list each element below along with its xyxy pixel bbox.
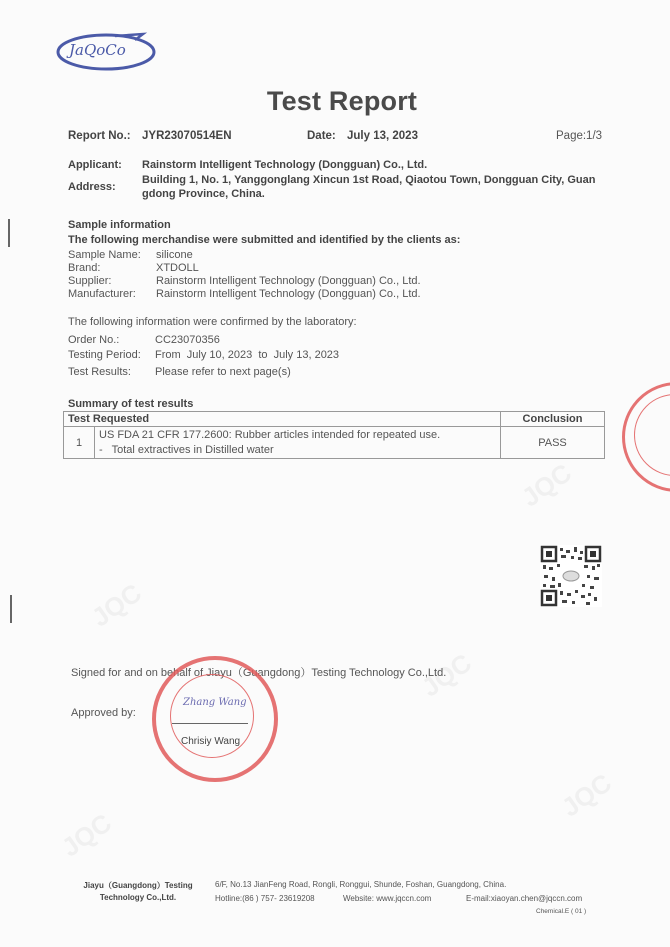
field-label: Supplier: (68, 275, 112, 287)
field-value: Rainstorm Intelligent Technology (Dongguan) Co., Ltd. (156, 288, 421, 300)
applicant-label: Applicant: (68, 159, 122, 171)
scan-mark (10, 595, 12, 623)
form-code: Chemical.E ( 01 ) (536, 908, 587, 915)
footer-hotline: Hotline:(86 ) 757- 23619208 (215, 894, 315, 903)
company-logo (55, 30, 157, 72)
page-title: Test Report (266, 86, 418, 116)
address-line-1: Building 1, No. 1, Yanggonglang Xincun 1st Road, Qiaotou Town, Dongguan City, Guan (142, 174, 596, 186)
summary-table (63, 411, 605, 459)
footer-company (78, 880, 198, 902)
logo-text: JaQoCo (69, 41, 126, 59)
watermark: JQC (85, 577, 147, 633)
address-label: Address: (68, 181, 116, 193)
sample-field (68, 288, 421, 300)
watermark: JQC (555, 767, 617, 823)
report-no: JYR23070514EN (142, 130, 232, 142)
sample-field (68, 249, 193, 261)
sample-field (68, 262, 199, 274)
footer-company-line-1: Jiayu（Guangdong）Testing (83, 881, 193, 890)
address-line-2: gdong Province, China. (142, 188, 265, 200)
test-standard: US FDA 21 CFR 177.2600: Rubber articles intended for repeated use. (99, 428, 441, 441)
sample-intro: The following merchandise were submitted and identified by the clients as: (68, 234, 461, 246)
signature-line (172, 723, 248, 724)
scan-mark (8, 219, 10, 247)
test-description (95, 427, 501, 459)
conclusion-value: PASS (501, 427, 605, 459)
lab-field (68, 334, 220, 346)
signature: Zhang Wang (183, 697, 247, 708)
summary-heading: Summary of test results (68, 398, 194, 410)
report-no-label: Report No.: (68, 130, 131, 142)
field-value: CC23070356 (155, 334, 220, 346)
footer-email: E-mail:xiaoyan.chen@jqccn.com (466, 894, 583, 903)
footer-company-line-2: Technology Co.,Ltd. (99, 893, 177, 902)
field-label: Brand: (68, 262, 101, 274)
lab-field (68, 349, 339, 361)
field-label: Test Results: (68, 366, 131, 378)
field-value: Please refer to next page(s) (155, 366, 291, 378)
field-value: Rainstorm Intelligent Technology (Dongguan) Co., Ltd. (156, 275, 421, 287)
col-conclusion: Conclusion (501, 412, 605, 427)
col-test-requested: Test Requested (64, 412, 501, 427)
sample-heading: Sample information (68, 219, 171, 231)
footer-website: Website: www.jqccn.com (343, 894, 432, 903)
applicant-name: Rainstorm Intelligent Technology (Dongguan) Co., Ltd. (142, 159, 428, 171)
field-label: Order No.: (68, 334, 120, 346)
date-label: Date: (307, 130, 336, 142)
table-header-row (64, 412, 605, 427)
watermark: JQC (515, 457, 577, 513)
qr-code (540, 545, 602, 607)
page-number: Page:1/3 (556, 130, 603, 142)
field-label: Manufacturer: (68, 288, 136, 300)
approved-by-label: Approved by: (71, 707, 136, 719)
approver-name: Chrisiy Wang (181, 736, 241, 747)
field-value: XTDOLL (156, 262, 199, 274)
watermark: JQC (415, 647, 477, 703)
signed-on-behalf-text: Signed for and on behalf of Jiayu（Guangdong）Testing Technology Co.,Ltd. (71, 667, 447, 679)
field-value: From July 10, 2023 to July 13, 2023 (155, 349, 340, 361)
row-number: 1 (64, 427, 95, 459)
lab-field (68, 366, 291, 378)
table-row (64, 427, 605, 459)
lab-intro: The following information were confirmed by the laboratory: (68, 316, 357, 328)
field-label: Sample Name: (68, 249, 141, 261)
test-item: - Total extractives in Distilled water (99, 443, 274, 456)
field-label: Testing Period: (68, 349, 141, 361)
field-value: silicone (156, 249, 193, 261)
report-date: July 13, 2023 (347, 130, 418, 142)
sample-field (68, 275, 421, 287)
watermark: JQC (55, 807, 117, 863)
footer-address: 6/F, No.13 JianFeng Road, Rongli, Ronggui, Shunde, Foshan, Guangdong, China. (215, 880, 507, 889)
